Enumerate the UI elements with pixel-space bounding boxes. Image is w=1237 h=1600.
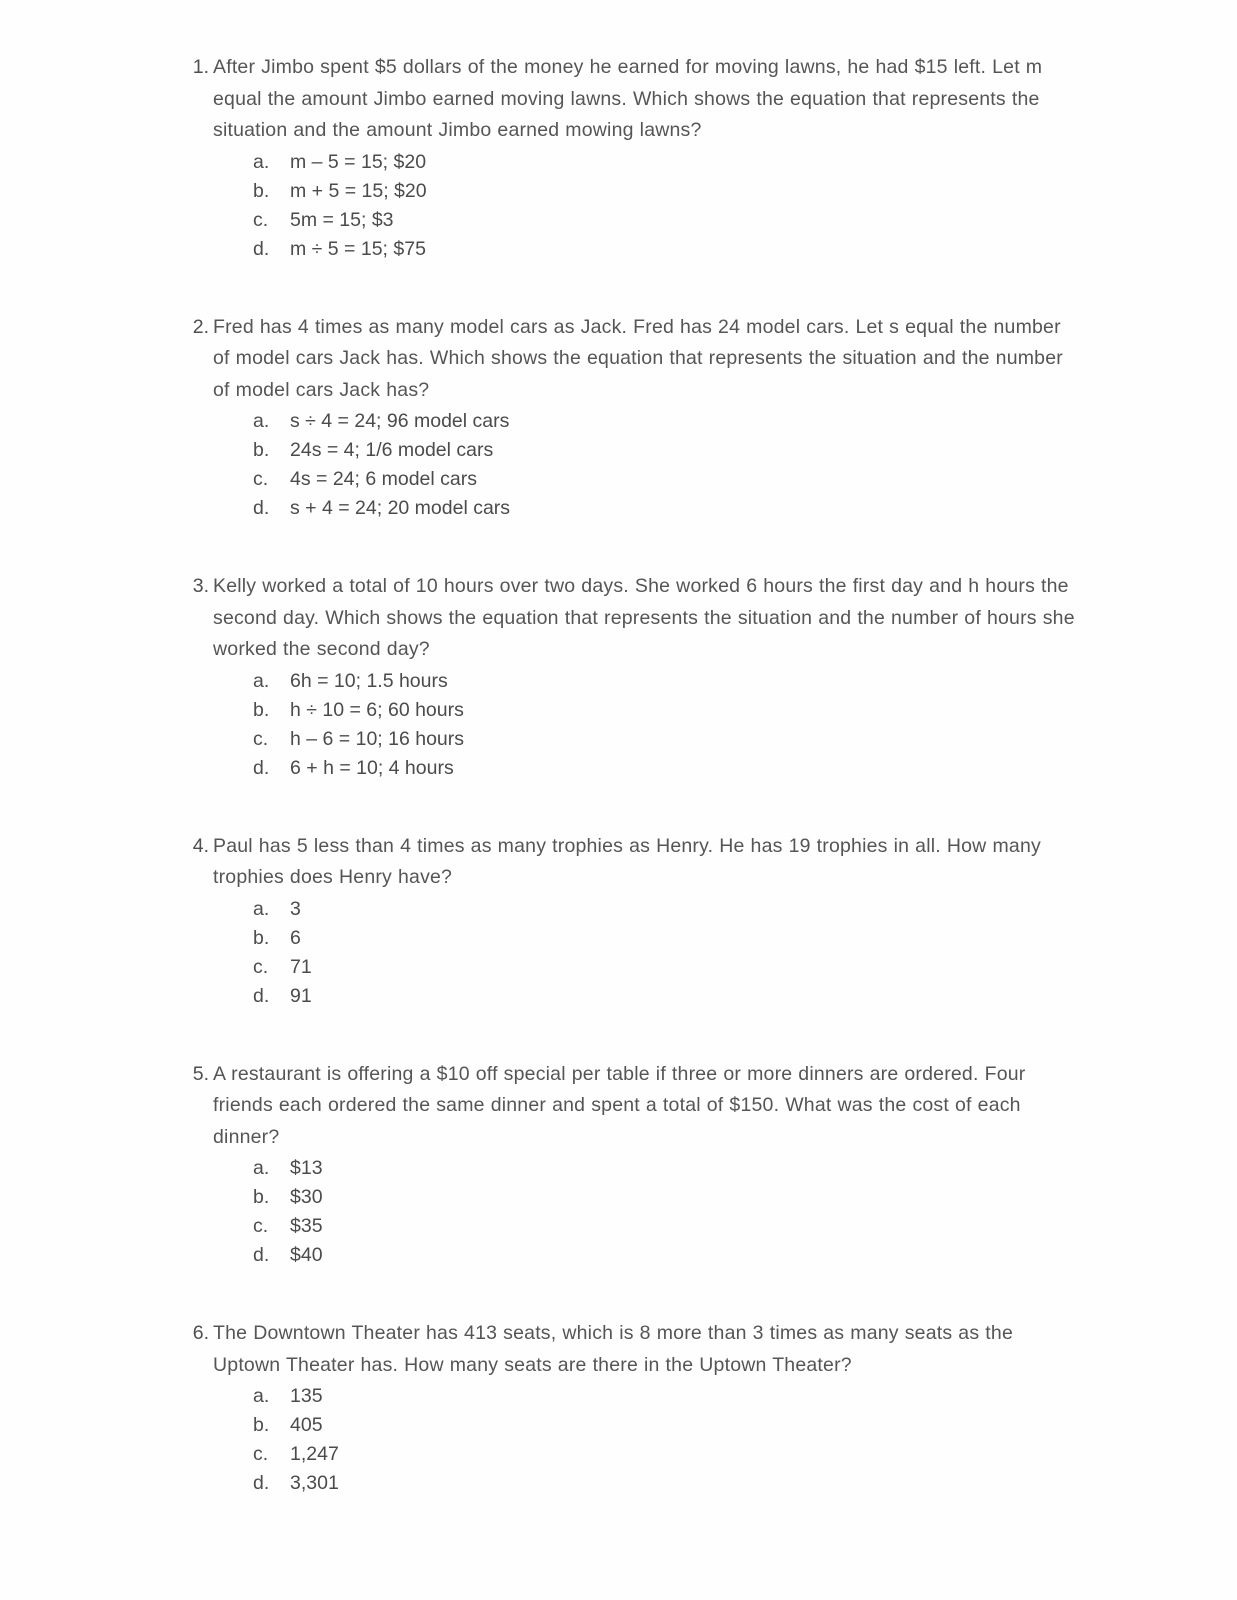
answer-option-text: 3,301	[290, 1472, 339, 1494]
question-item	[183, 1318, 1083, 1498]
question-prompt	[183, 1059, 1083, 1154]
answer-option-text: $35	[290, 1215, 323, 1237]
answer-options	[183, 1382, 1083, 1498]
answer-option[interactable]	[183, 982, 1083, 1011]
question-item	[183, 571, 1083, 783]
answer-options	[183, 148, 1083, 264]
answer-option[interactable]	[183, 1183, 1083, 1212]
answer-option[interactable]	[183, 1469, 1083, 1498]
answer-option-letter: b.	[253, 179, 270, 202]
answer-option-letter: c.	[253, 727, 269, 750]
question-item	[183, 831, 1083, 1011]
answer-option-text: 5m = 15; $3	[290, 208, 394, 231]
answer-option-letter: a.	[253, 410, 270, 432]
question-number: 5.	[192, 1062, 209, 1085]
question-item	[183, 1059, 1083, 1271]
answer-option[interactable]	[183, 696, 1083, 725]
answer-option[interactable]	[183, 177, 1083, 206]
answer-option-text: 6 + h = 10; 4 hours	[290, 756, 454, 779]
question-prompt	[183, 52, 1083, 147]
question-item	[183, 312, 1083, 524]
answer-option-text: 135	[290, 1385, 323, 1407]
answer-option-text: 6h = 10; 1.5 hours	[290, 669, 448, 692]
answer-option[interactable]	[183, 725, 1083, 754]
answer-option-letter: c.	[253, 955, 269, 978]
answer-option-text: 91	[290, 984, 312, 1007]
answer-option-letter: b.	[253, 698, 270, 721]
answer-option-text: m – 5 = 15; $20	[290, 150, 427, 173]
answer-option-text: h ÷ 10 = 6; 60 hours	[290, 698, 464, 721]
answer-option[interactable]	[183, 924, 1083, 953]
answer-option[interactable]	[183, 1241, 1083, 1270]
answer-option[interactable]	[183, 235, 1083, 264]
answer-option-letter: a.	[253, 150, 270, 173]
question-text: A restaurant is offering a $10 off special per table if three or more dinners are ordered. Four friends each ordered the same dinner and spent a total of $150. What was the cost of each dinner?	[213, 1062, 1026, 1148]
answer-option-letter: b.	[253, 1414, 270, 1436]
question-prompt	[183, 571, 1083, 666]
answer-option-letter: c.	[253, 1215, 269, 1237]
answer-option-text: m + 5 = 15; $20	[290, 179, 427, 202]
answer-option-text: $40	[290, 1244, 323, 1266]
answer-option[interactable]	[183, 407, 1083, 436]
answer-option-text: s ÷ 4 = 24; 96 model cars	[290, 410, 510, 432]
answer-options	[183, 895, 1083, 1011]
answer-option-letter: d.	[253, 756, 270, 779]
answer-option[interactable]	[183, 1440, 1083, 1469]
answer-option[interactable]	[183, 1382, 1083, 1411]
question-number: 6.	[192, 1322, 209, 1344]
answer-option[interactable]	[183, 895, 1083, 924]
answer-option-text: 6	[290, 926, 301, 949]
answer-option[interactable]	[183, 494, 1083, 523]
answer-option-letter: a.	[253, 897, 270, 920]
question-text: After Jimbo spent $5 dollars of the money he earned for moving lawns, he had $15 left. Let m equal the amount Jimbo earned moving lawns. Which shows the equation that represents the situation and the amount Jimbo earned mowing lawns?	[213, 56, 1043, 141]
answer-options	[183, 1154, 1083, 1270]
answer-option-letter: d.	[253, 237, 270, 260]
answer-option[interactable]	[183, 1212, 1083, 1241]
question-text: Paul has 5 less than 4 times as many trophies as Henry. He has 19 trophies in all. How many trophies does Henry have?	[213, 834, 1041, 888]
answer-option-letter: d.	[253, 1244, 270, 1266]
answer-option-letter: b.	[253, 1186, 270, 1208]
answer-option-text: 24s = 4; 1/6 model cars	[290, 439, 494, 461]
answer-option-text: 405	[290, 1414, 323, 1436]
question-text: The Downtown Theater has 413 seats, which is 8 more than 3 times as many seats as the Uptown Theater has. How many seats are there in the Uptown Theater?	[213, 1322, 1013, 1376]
answer-option-text: 4s = 24; 6 model cars	[290, 468, 477, 490]
question-number: 2.	[192, 315, 209, 338]
question-prompt	[183, 312, 1083, 407]
answer-option-letter: c.	[253, 468, 269, 490]
question-number: 4.	[192, 834, 209, 857]
question-text: Fred has 4 times as many model cars as Jack. Fred has 24 model cars. Let s equal the number of model cars Jack has. Which shows the equation that represents the situation and the number of model cars Jack has?	[213, 315, 1063, 401]
answer-option[interactable]	[183, 148, 1083, 177]
answer-option[interactable]	[183, 465, 1083, 494]
answer-option-text: m ÷ 5 = 15; $75	[290, 237, 426, 260]
answer-option-letter: a.	[253, 669, 270, 692]
answer-options	[183, 667, 1083, 783]
question-prompt	[183, 1318, 1083, 1381]
answer-option-letter: a.	[253, 1385, 270, 1407]
answer-option[interactable]	[183, 953, 1083, 982]
answer-option-text: $30	[290, 1186, 323, 1208]
answer-option[interactable]	[183, 436, 1083, 465]
answer-option-letter: d.	[253, 1472, 270, 1494]
question-number: 3.	[192, 575, 209, 597]
answer-option-text: $13	[290, 1157, 323, 1179]
answer-option-letter: d.	[253, 984, 270, 1007]
answer-option[interactable]	[183, 754, 1083, 783]
answer-option-letter: b.	[253, 439, 270, 461]
answer-option-text: s + 4 = 24; 20 model cars	[290, 497, 511, 519]
answer-option[interactable]	[183, 1154, 1083, 1183]
answer-option-text: 1,247	[290, 1443, 339, 1465]
answer-option-text: h – 6 = 10; 16 hours	[290, 727, 465, 750]
question-item	[183, 52, 1083, 264]
answer-option[interactable]	[183, 667, 1083, 696]
answer-option-letter: c.	[253, 208, 269, 231]
question-list	[183, 52, 1083, 1546]
question-number: 1.	[192, 56, 209, 78]
answer-option-text: 71	[290, 955, 312, 978]
answer-option-letter: a.	[253, 1157, 270, 1179]
answer-option-letter: d.	[253, 497, 270, 519]
answer-option[interactable]	[183, 1411, 1083, 1440]
question-text: Kelly worked a total of 10 hours over two days. She worked 6 hours the first day and h hours the second day. Which shows the equation that represents the situation and the number of hours she worked the second day?	[213, 575, 1075, 660]
question-prompt	[183, 831, 1083, 894]
answer-option-letter: c.	[253, 1443, 269, 1465]
answer-option-text: 3	[290, 897, 301, 920]
answer-option-letter: b.	[253, 926, 270, 949]
answer-options	[183, 407, 1083, 523]
answer-option[interactable]	[183, 206, 1083, 235]
